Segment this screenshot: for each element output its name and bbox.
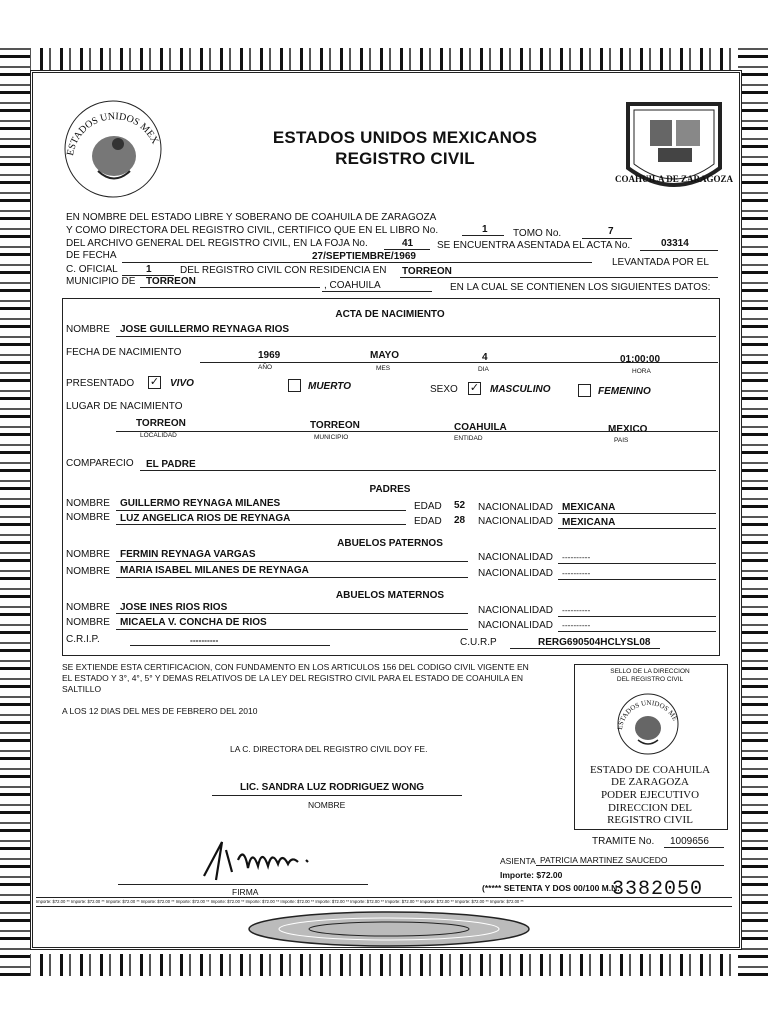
am1-label: NOMBRE — [66, 602, 110, 613]
seal-left-arc: ESTADOS UNIDOS MEX — [65, 111, 161, 157]
municipio-nac-label: MUNICIPIO — [314, 434, 349, 441]
curp-underline — [510, 648, 660, 649]
directora-text: LA C. DIRECTORA DEL REGISTRO CIVIL DOY FE. — [230, 744, 428, 754]
ap1-value: FERMIN REYNAGA VARGAS — [120, 549, 256, 560]
mexican-eagle-seal-icon — [48, 96, 178, 202]
intro-line-2: Y COMO DIRECTORA DEL REGISTRO CIVIL, CERTIFICO QUE EN EL LIBRO No. — [66, 225, 439, 236]
madre-nac-value: MEXICANA — [562, 517, 616, 528]
femenino-label: FEMENINO — [598, 386, 651, 397]
oficial-label: C. OFICIAL — [66, 264, 118, 275]
padre-edad-value: 52 — [454, 500, 466, 511]
presentado-label: PRESENTADO — [66, 378, 135, 389]
signer-underline — [212, 795, 462, 796]
lugar-underline — [116, 431, 718, 432]
padre-nac-underline — [558, 513, 716, 514]
border-right — [738, 48, 768, 976]
madre-edad-value: 28 — [454, 515, 466, 526]
tomo-underline — [582, 238, 632, 239]
anio-label: AÑO — [258, 364, 273, 371]
acta-underline — [640, 250, 718, 251]
acta-label: SE ENCUENTRA ASENTADA EL ACTA No. — [437, 240, 631, 251]
mes-value: MAYO — [370, 350, 400, 361]
padre-underline — [116, 510, 406, 511]
acta-number: 03314 — [661, 238, 689, 249]
ap2-label: NOMBRE — [66, 566, 110, 577]
lugar-label: LUGAR DE NACIMIENTO — [66, 401, 183, 412]
microprint-strip: Importe: $72.00 ** Importe: $72.00 ** Importe: $72.00 ** Importe: $72.00 ** Importe: $72.00 ** Importe: $72.00 ** Importe: $72.00 ** Importe: $72.00 ** Importe: $72.00 ** Importe: $72.00 ** Importe: $72.00 ** Importe: $72.00 ** Importe: $72.00 ** Importe: $72.00 ** — [36, 897, 732, 907]
importe-text: (***** SETENTA Y DOS 00/100 M.N. — [482, 883, 620, 893]
firma-label: FIRMA — [232, 887, 259, 897]
seal-mini-arc: ESTADOS UNIDOS ME — [615, 699, 680, 731]
ap2-nac-label: NACIONALIDAD — [478, 568, 554, 579]
asienta-label: ASIENTA — [500, 856, 536, 866]
hora-value: 01:00:00 — [620, 354, 661, 365]
ap2-value: MARIA ISABEL MILANES DE REYNAGA — [120, 565, 309, 576]
border-left — [0, 48, 30, 976]
residencia-underline — [400, 277, 718, 278]
am2-underline — [116, 629, 468, 630]
ap1-underline — [116, 561, 468, 562]
masculino-checkbox[interactable]: ✓ — [469, 382, 480, 394]
seal-right-text: COAHUILA DE ZARAGOZA — [614, 174, 734, 184]
fecha-value: 27/SEPTIEMBRE/1969 — [312, 251, 416, 262]
acta-heading: ACTA DE NACIMIENTO — [335, 309, 445, 320]
ap1-nac-label: NACIONALIDAD — [478, 552, 554, 563]
madre-nac-label: NACIONALIDAD — [478, 516, 554, 527]
crip-underline — [130, 645, 330, 646]
ap1-nac-underline — [558, 563, 716, 564]
seal-line-5: REGISTRO CIVIL — [607, 814, 693, 826]
dia-value: 4 — [482, 352, 488, 363]
oficial-number: 1 — [146, 264, 152, 275]
padre-edad-label: EDAD — [414, 501, 442, 512]
residencia-value: TORREON — [402, 266, 452, 277]
am2-nac-value: ---------- — [562, 620, 591, 630]
mes-label: MES — [376, 365, 391, 372]
seal-box-title-1: SELLO DE LA DIRECCION — [610, 668, 690, 675]
ap2-nac-value: ---------- — [562, 568, 591, 578]
localidad-label: LOCALIDAD — [140, 432, 177, 439]
entidad-value: COAHUILA — [454, 422, 507, 433]
madre-nac-underline — [558, 528, 716, 529]
ap1-label: NOMBRE — [66, 549, 110, 560]
ap1-nac-value: ---------- — [562, 552, 591, 562]
localidad-value: TORREON — [136, 418, 186, 429]
foja-number: 41 — [402, 238, 414, 249]
vivo-label: VIVO — [170, 378, 194, 389]
estado-value: , COAHUILA — [324, 280, 381, 291]
nombre-value: JOSE GUILLERMO REYNAGA RIOS — [120, 324, 290, 335]
ap2-underline — [116, 577, 468, 578]
coahuila-seal-icon — [614, 98, 734, 202]
crip-label: C.R.I.P. — [66, 634, 100, 645]
seal-line-3: PODER EJECUTIVO — [600, 789, 700, 801]
femenino-checkbox[interactable] — [578, 384, 591, 397]
crip-value: ---------- — [190, 635, 219, 645]
asienta-underline — [536, 865, 724, 866]
comparecio-underline — [140, 470, 716, 471]
curp-value: RERG690504HCLYSL08 — [538, 637, 651, 648]
page-title: ESTADOS UNIDOS MEXICANOS — [272, 128, 538, 147]
seal-line-1: ESTADO DE COAHUILA — [589, 764, 711, 776]
page-subtitle: REGISTRO CIVIL — [335, 149, 475, 168]
muerto-label: MUERTO — [308, 381, 351, 392]
issue-date: A LOS 12 DIAS DEL MES DE FEBRERO DEL 2010 — [62, 706, 258, 716]
padre-value: GUILLERMO REYNAGA MILANES — [120, 498, 281, 509]
seal-line-4: DIRECCION DEL — [607, 802, 693, 814]
am2-nac-underline — [558, 631, 716, 632]
fecha-underline — [122, 262, 592, 263]
nombre-label: NOMBRE — [66, 324, 110, 335]
am2-nac-label: NACIONALIDAD — [478, 620, 554, 631]
municipio-nac-value: TORREON — [310, 420, 360, 431]
vivo-checkbox[interactable]: ✓ — [149, 376, 160, 388]
importe-value: Importe: $72.00 — [500, 870, 563, 880]
fecha-nac-label: FECHA DE NACIMIENTO — [66, 347, 182, 358]
municipio-value: TORREON — [146, 276, 196, 287]
intro-line-3: DEL ARCHIVO GENERAL DEL REGISTRO CIVIL, EN LA FOJA No. — [66, 238, 368, 249]
comparecio-value: EL PADRE — [146, 459, 196, 470]
guilloche-ornament-icon — [244, 908, 534, 950]
am1-nac-value: ---------- — [562, 605, 591, 615]
pais-label: PAIS — [614, 437, 629, 444]
asienta-value: PATRICIA MARTINEZ SAUCEDO — [540, 855, 668, 865]
direccion-eagle-seal-icon — [608, 688, 688, 758]
signer-nombre-label: NOMBRE — [308, 800, 346, 810]
tomo-label: TOMO No. — [513, 228, 562, 239]
firma-underline — [118, 884, 368, 885]
border-bottom — [0, 954, 768, 976]
tomo-number: 7 — [608, 226, 614, 237]
datos-label: EN LA CUAL SE CONTIENEN LOS SIGUIENTES DATOS: — [450, 282, 711, 293]
fecha-label: DE FECHA — [66, 250, 117, 261]
residencia-label: DEL REGISTRO CIVIL CON RESIDENCIA EN — [180, 265, 387, 276]
abuelos-maternos-heading: ABUELOS MATERNOS — [335, 590, 445, 601]
municipio-underline — [140, 287, 320, 288]
fecha-nac-underline — [200, 362, 718, 363]
tramite-underline — [664, 847, 724, 848]
tramite-label: TRAMITE No. — [592, 836, 655, 847]
seal-box-title-2: DEL REGISTRO CIVIL — [616, 676, 684, 683]
foja-underline — [384, 249, 430, 250]
nombre-underline — [116, 336, 716, 337]
madre-nombre-label: NOMBRE — [66, 512, 110, 523]
libro-number: 1 — [482, 224, 488, 235]
am2-label: NOMBRE — [66, 617, 110, 628]
padres-heading: PADRES — [369, 484, 411, 495]
serial-number: 3382050 — [612, 878, 704, 901]
legal-line-3: SALTILLO — [62, 684, 102, 694]
am1-nac-label: NACIONALIDAD — [478, 605, 554, 616]
ap2-nac-underline — [558, 579, 716, 580]
madre-edad-label: EDAD — [414, 516, 442, 527]
padre-nac-value: MEXICANA — [562, 502, 616, 513]
legal-line-1: SE EXTIENDE ESTA CERTIFICACION, CON FUNDAMENTO EN LOS ARTICULOS 156 DEL CODIGO CIVIL VIGENTE EN — [62, 662, 529, 672]
curp-label: C.U.R.P — [460, 637, 497, 648]
muerto-checkbox[interactable] — [288, 379, 301, 392]
madre-underline — [116, 524, 406, 525]
am1-value: JOSE INES RIOS RIOS — [120, 602, 228, 613]
tramite-value: 1009656 — [670, 836, 709, 847]
am1-underline — [116, 613, 468, 614]
libro-underline — [462, 235, 504, 236]
signature-graphic — [194, 836, 334, 886]
seal-line-2: DE ZARAGOZA — [611, 776, 689, 788]
anio-value: 1969 — [258, 350, 281, 361]
signer-name: LIC. SANDRA LUZ RODRIGUEZ WONG — [240, 782, 425, 793]
legal-line-2: EL ESTADO Y 3°, 4°, 5° Y DEMAS RELATIVOS DE LA LEY DEL REGISTRO CIVIL PARA EL ESTADO DE COAHUILA EN — [62, 673, 524, 683]
hora-label: HORA — [632, 368, 651, 375]
padre-nombre-label: NOMBRE — [66, 498, 110, 509]
entidad-label: ENTIDAD — [454, 435, 483, 442]
sexo-label: SEXO — [430, 384, 458, 395]
padre-nac-label: NACIONALIDAD — [478, 502, 554, 513]
pais-value: MEXICO — [608, 424, 648, 435]
intro-line-1: EN NOMBRE DEL ESTADO LIBRE Y SOBERANO DE COAHUILA DE ZARAGOZA — [66, 212, 437, 223]
am1-nac-underline — [558, 616, 716, 617]
municipio-label: MUNICIPIO DE — [66, 276, 136, 287]
border-top — [0, 48, 768, 70]
estado-underline — [322, 291, 432, 292]
abuelos-paternos-heading: ABUELOS PATERNOS — [337, 538, 443, 549]
masculino-label: MASCULINO — [490, 384, 551, 395]
comparecio-label: COMPARECIO — [66, 458, 134, 469]
levantada-label: LEVANTADA POR EL — [612, 257, 709, 268]
madre-value: LUZ ANGELICA RIOS DE REYNAGA — [120, 513, 291, 524]
am2-value: MICAELA V. CONCHA DE RIOS — [120, 617, 267, 628]
dia-label: DIA — [478, 366, 489, 373]
